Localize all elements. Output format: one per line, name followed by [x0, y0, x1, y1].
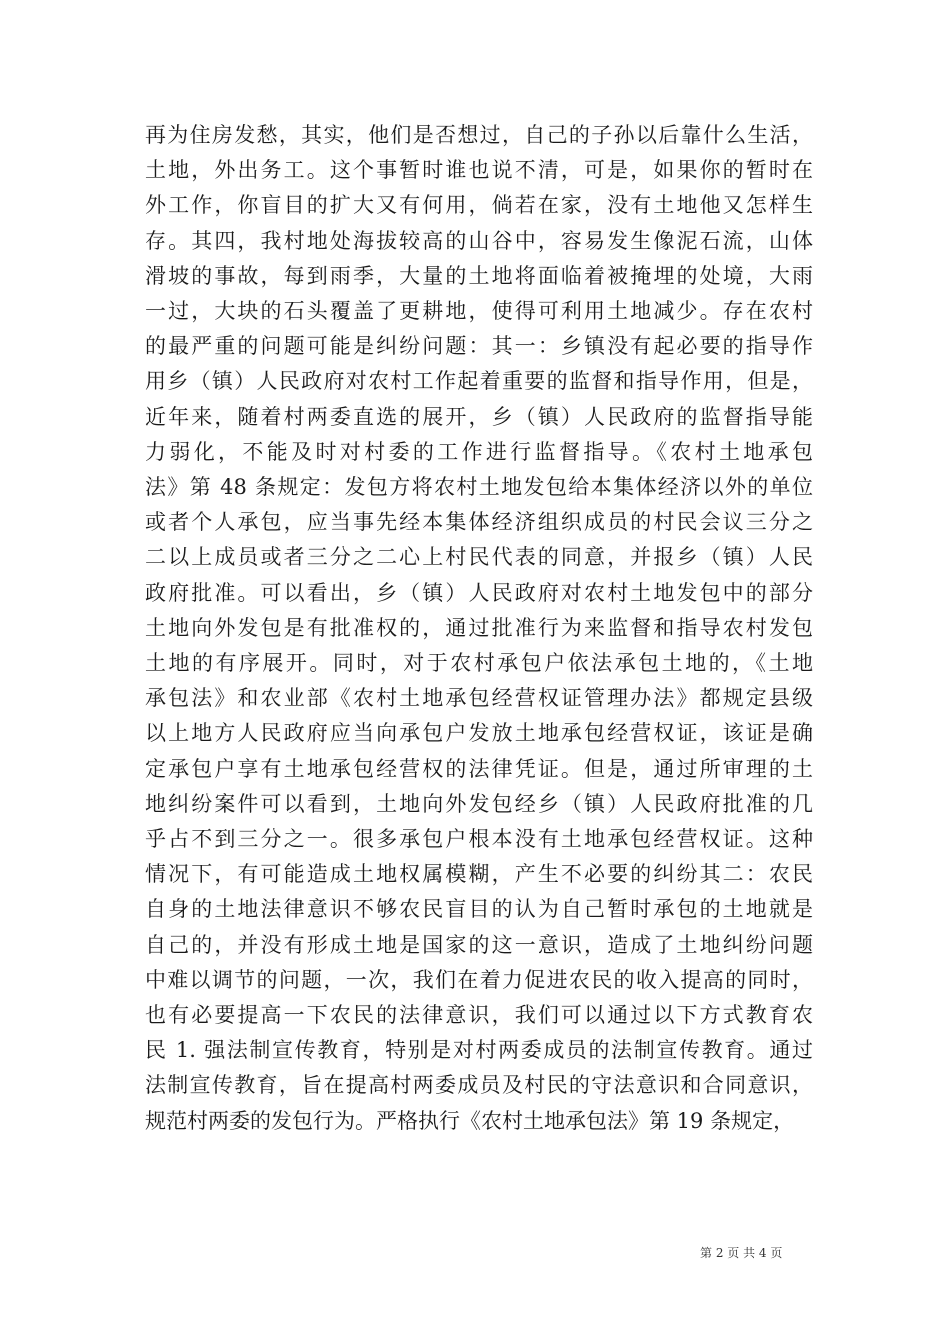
text-line-27: 民 1. 强法制宣传教育，特别是对村两委成员的法制宣传教育。通过: [145, 1038, 813, 1063]
text-line-28: 法制宣传教育，旨在提高村两委成员及村民的守法意识和合同意识，: [145, 1073, 813, 1098]
text-line-16: 土地的有序展开。同时，对于农村承包户依法承包土地的，《土地: [145, 651, 813, 676]
text-line-8: 用乡（镇）人民政府对农村工作起着重要的监督和指导作用，但是，: [145, 369, 813, 394]
text-line-14: 政府批准。可以看出，乡（镇）人民政府对农村土地发包中的部分: [145, 580, 813, 605]
text-line-6: 一过，大块的石头覆盖了更耕地，使得可利用土地减少。存在农村: [145, 299, 813, 324]
text-line-1: 再为住房发愁，其实，他们是否想过，自己的子孙以后靠什么生活，: [145, 123, 813, 147]
text-line-13: 二以上成员或者三分之二心上村民代表的同意，并报乡（镇）人民: [145, 545, 813, 570]
text-line-10: 力弱化，不能及时对村委的工作进行监督指导。《农村土地承包: [145, 439, 813, 464]
text-line-24: 自己的，并没有形成土地是国家的这一意识，造成了土地纠纷问题: [145, 932, 813, 957]
text-line-17: 承包法》和农业部《农村土地承包经营权证管理办法》都规定县级: [145, 686, 813, 711]
text-line-29: 规范村两委的发包行为。严格执行《农村土地承包法》第 19 条规定，: [145, 1108, 795, 1133]
body-text: [145, 118, 813, 1139]
text-line-22: 情况下，有可能造成土地权属模糊，产生不必要的纠纷其二：农民: [145, 862, 813, 887]
text-line-12: 或者个人承包，应当事先经本集体经济组织成员的村民会议三分之: [145, 510, 813, 535]
text-line-19: 定承包户享有土地承包经营权的法律凭证。但是，通过所审理的土: [145, 756, 813, 781]
text-line-11: 法》第 48 条规定：发包方将农村土地发包给本集体经济以外的单位: [145, 475, 813, 500]
page-number-footer: 第 2 页 共 4 页: [700, 1246, 783, 1260]
text-line-20: 地纠纷案件可以看到，土地向外发包经乡（镇）人民政府批准的几: [145, 791, 813, 816]
text-line-26: 也有必要提高一下农民的法律意识，我们可以通过以下方式教育农: [145, 1003, 813, 1028]
text-line-9: 近年来，随着村两委直选的展开，乡（镇）人民政府的监督指导能: [145, 404, 813, 429]
text-line-21: 乎占不到三分之一。很多承包户根本没有土地承包经营权证。这种: [145, 827, 813, 852]
text-line-7: 的最严重的问题可能是纠纷问题：其一：乡镇没有起必要的指导作: [145, 334, 813, 359]
text-line-4: 存。其四，我村地处海拔较高的山谷中，容易发生像泥石流，山体: [145, 228, 813, 253]
text-line-18: 以上地方人民政府应当向承包户发放土地承包经营权证，该证是确: [145, 721, 813, 746]
text-line-25: 中难以调节的问题，一次，我们在着力促进农民的收入提高的同时，: [145, 967, 813, 992]
text-line-23: 自身的土地法律意识不够农民盲目的认为自己暂时承包的土地就是: [145, 897, 813, 922]
text-line-3: 外工作，你盲目的扩大又有何用，倘若在家，没有土地他又怎样生: [145, 193, 813, 218]
text-line-15: 土地向外发包是有批准权的，通过批准行为来监督和指导农村发包: [145, 615, 813, 640]
text-line-2: 土地，外出务工。这个事暂时谁也说不清，可是，如果你的暂时在: [145, 158, 813, 183]
text-line-5: 滑坡的事故，每到雨季，大量的土地将面临着被掩埋的处境，大雨: [145, 263, 813, 288]
